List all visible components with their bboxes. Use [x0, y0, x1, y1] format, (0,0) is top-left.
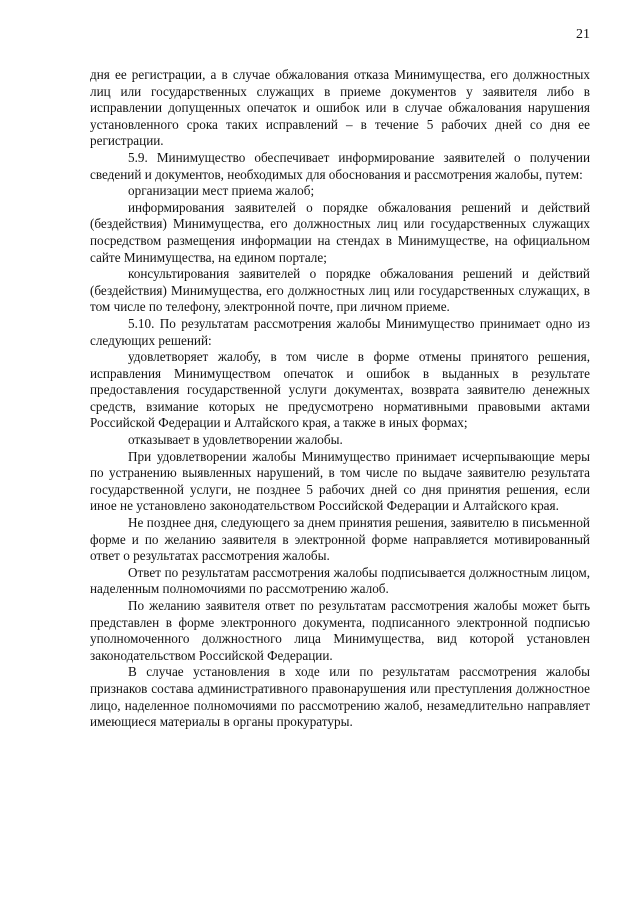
- paragraph-response-deadline: Не позднее дня, следующего за днем принятия решения, заявителю в письменной форме и по желанию заявителя в электронной форме направляется мотивированный ответ о результатах рассмотрения жалобы.: [90, 515, 590, 564]
- paragraph-satisfaction-measures: При удовлетворении жалобы Минимущество принимает исчерпывающие меры по устранению выявленных нарушений, в том числе по выдаче заявителю результата государственной услуги, не позднее 5 рабочих дней со дня принятия решения, если иное не установлено законодательством Российской Федерации и Алтайского края.: [90, 448, 590, 514]
- paragraph-5-9: 5.9. Минимущество обеспечивает информирование заявителей о получении сведений и документов, необходимых для обоснования и рассмотрения жалобы, путем:: [90, 149, 590, 182]
- list-item-informing: информирования заявителей о порядке обжалования решений и действий (бездействия) Минимущества, его должностных лиц или государственных служащих посредством размещения информации на стендах в Минимуществе, на официальном сайте Минимущества, на едином портале;: [90, 199, 590, 265]
- paragraph-prosecution: В случае установления в ходе или по результатам рассмотрения жалобы признаков состава административного правонарушения или преступления должностное лицо, наделенное полномочиями по рассмотрению жалоб, незамедлительно направляет имеющиеся материалы в органы прокуратуры.: [90, 664, 590, 730]
- paragraph-response-signature: Ответ по результатам рассмотрения жалобы подписывается должностным лицом, наделенным полномочиями по рассмотрению жалоб.: [90, 564, 590, 597]
- list-item-reception-places: организации мест приема жалоб;: [128, 183, 315, 199]
- paragraph-electronic-response: По желанию заявителя ответ по результатам рассмотрения жалобы может быть представлен в форме электронного документа, подписанного электронной подписью уполномоченного должностного лица Минимущества, вид которой установлен законодательством Российской Федерации.: [90, 598, 590, 663]
- page-number: 21: [576, 27, 590, 42]
- list-item-consulting: консультирования заявителей о порядке обжалования решений и действий (бездействия) Минимущества, его должностных лиц или государственных служащих, в том числе по телефону, электронной почте, при личном приеме.: [90, 266, 590, 315]
- decision-refuse: отказывает в удовлетворении жалобы.: [128, 432, 343, 448]
- paragraph-continuation: дня ее регистрации, а в случае обжалования отказа Минимущества, его должностных лиц или государственных служащих в приеме документов у заявителя либо в исправлении допущенных опечаток и ошибок или в случае обжалования нарушения установленного срока таких исправлений – в течение 5 рабочих дней со дня ее регистрации.: [90, 67, 590, 149]
- decision-satisfy: удовлетворяет жалобу, в том числе в форме отмены принятого решения, исправления Минимуществом опечаток и ошибок в выданных в результате предоставления государственной услуги документах, возврата заявителю денежных средств, взимание которых не предусмотрено нормативными правовыми актами Российской Федерации и Алтайского края, а также в иных формах;: [90, 349, 590, 431]
- paragraph-5-10: 5.10. По результатам рассмотрения жалобы Минимущество принимает одно из следующих решений:: [90, 315, 590, 348]
- document-body: [90, 67, 590, 731]
